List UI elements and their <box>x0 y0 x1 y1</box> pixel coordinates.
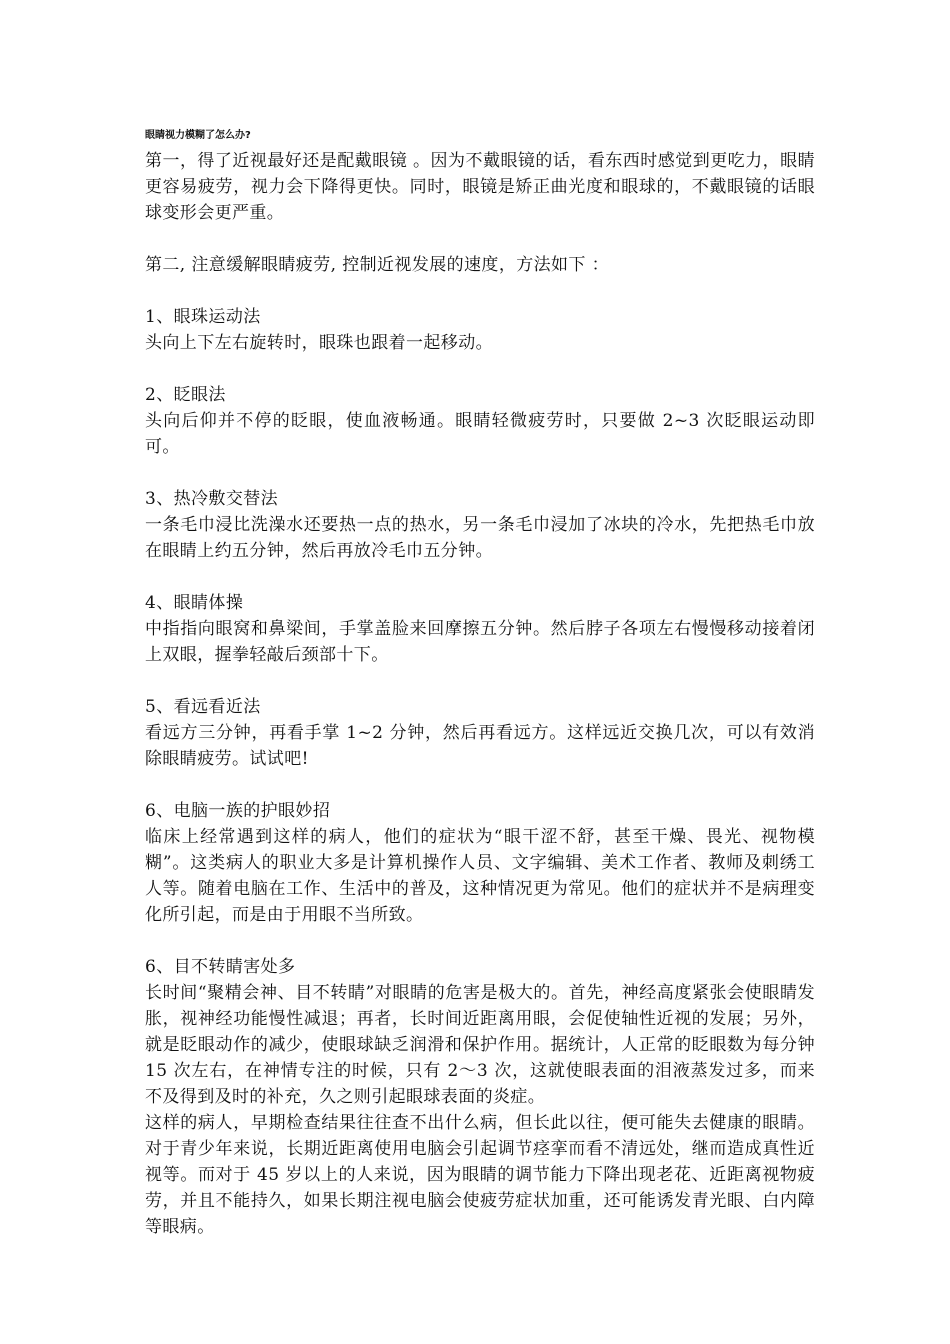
paragraph-gap <box>145 928 815 954</box>
paragraph-gap <box>145 460 815 486</box>
document-page <box>145 124 815 1240</box>
paragraph-gap <box>145 356 815 382</box>
paragraph-gap <box>145 564 815 590</box>
section-heading: 4、眼睛体操 <box>145 593 244 613</box>
document-title: 眼睛视力模糊了怎么办? <box>145 130 251 141</box>
section-eye-movement <box>145 304 815 356</box>
paragraph-gap <box>145 772 815 798</box>
section-blinking <box>145 382 815 460</box>
section-hot-cold-compress <box>145 486 815 564</box>
section-heading: 5、看远看近法 <box>145 697 261 717</box>
section-body: 中指指向眼窝和鼻梁间，手掌盖脸来回摩擦五分钟。然后脖子各项左右慢慢移动接着闭上双眼，握拳轻敲后颈部十下。 <box>145 619 815 665</box>
section-eye-exercise <box>145 590 815 668</box>
section-body-continued: 这样的病人，早期检查结果往往查不出什么病，但长此以往，便可能失去健康的眼睛。对于青少年来说，长期近距离使用电脑会引起调节痉挛而看不清远处，继而造成真性近视等。而对于 45 岁以上的人来说，因为眼睛的调节能力下降出现老花、近距离视物疲劳，并且不能持久，如果长期注视电脑会使疲劳症状加重，还可能诱发青光眼、白内障等眼病。 <box>145 1113 815 1237</box>
section-body: 一条毛巾浸比洗澡水还要热一点的热水，另一条毛巾浸加了冰块的冷水，先把热毛巾放在眼睛上约五分钟，然后再放冷毛巾五分钟。 <box>145 515 815 561</box>
section-body: 临床上经常遇到这样的病人，他们的症状为“眼干涩不舒，甚至干燥、畏光、视物模糊”。这类病人的职业大多是计算机操作人员、文字编辑、美术工作者、教师及刺绣工人等。随着电脑在工作、生活中的普及，这种情况更为常见。他们的症状并不是病理变化所引起，而是由于用眼不当所致。 <box>145 827 815 925</box>
paragraph-gap <box>145 668 815 694</box>
section-heading: 6、目不转睛害处多 <box>145 957 296 977</box>
section-body: 看远方三分钟，再看手掌 1~2 分钟，然后再看远方。这样远近交换几次，可以有效消除眼睛疲劳。试试吧! <box>145 723 815 769</box>
section-heading: 2、眨眼法 <box>145 385 226 405</box>
intro-paragraph-1: 第一，得了近视最好还是配戴眼镜 。因为不戴眼镜的话，看东西时感觉到更吃力，眼睛更容易疲劳，视力会下降得更快。同时，眼镜是矫正曲光度和眼球的，不戴眼镜的话眼球变形会更严重。 <box>145 151 815 223</box>
section-body: 头向上下左右旋转时，眼珠也跟着一起移动。 <box>145 333 493 353</box>
intro-paragraph-2: 第二, 注意缓解眼睛疲劳, 控制近视发展的速度，方法如下 ： <box>145 255 610 275</box>
paragraph-gap <box>145 278 815 304</box>
section-heading: 6、电脑一族的护眼妙招 <box>145 801 331 821</box>
section-heading: 3、热冷敷交替法 <box>145 489 279 509</box>
section-heading: 1、眼珠运动法 <box>145 307 261 327</box>
section-body: 头向后仰并不停的眨眼，使血液畅通。眼睛轻微疲劳时，只要做 2~3 次眨眼运动即可。 <box>145 411 815 457</box>
section-staring <box>145 954 815 1240</box>
paragraph-gap <box>145 226 815 252</box>
section-far-near <box>145 694 815 772</box>
section-computer-users <box>145 798 815 928</box>
section-body: 长时间“聚精会神、目不转睛”对眼睛的危害是极大的。首先，神经高度紧张会使眼睛发胀，视神经功能慢性减退；再者，长时间近距离用眼，会促使轴性近视的发展；另外，就是眨眼动作的减少，使眼球缺乏润滑和保护作用。据统计，人正常的眨眼数为每分钟 15 次左右，在神情专注的时候，只有 2～3 次，这就使眼表面的泪液蒸发过多，而来不及得到及时的补充，久之则引起眼球表面的炎症。 <box>145 983 815 1107</box>
